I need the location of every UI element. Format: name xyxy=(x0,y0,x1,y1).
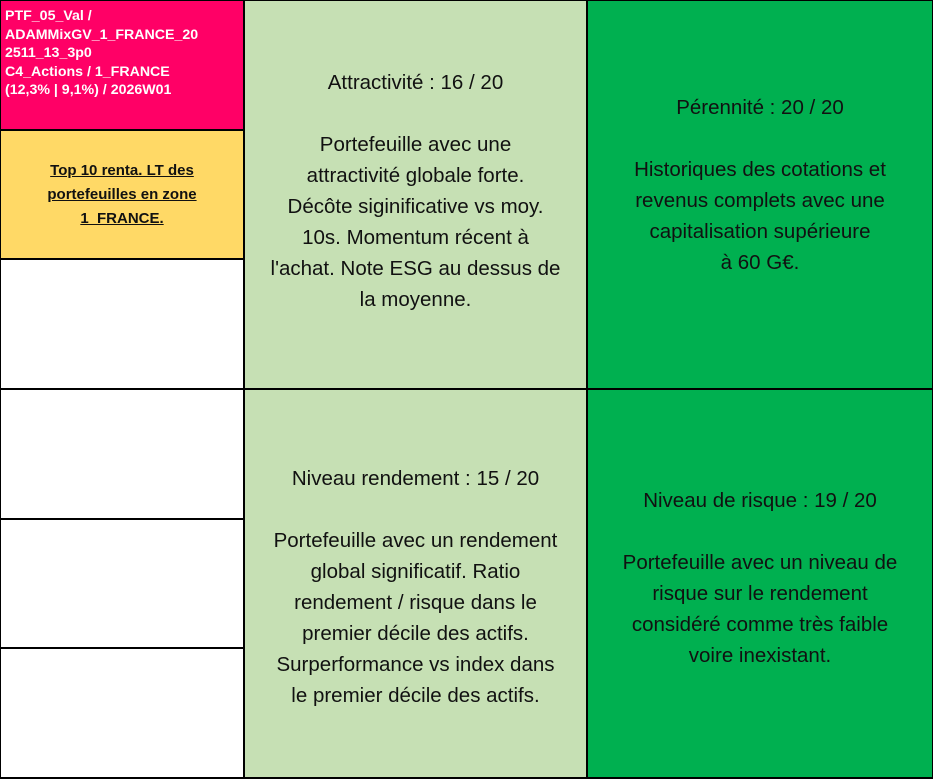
rendement-title: Niveau rendement : 15 / 20 xyxy=(291,466,540,490)
perennite-cell[interactable] xyxy=(588,1,932,388)
risque-text-line: Portefeuille avec un niveau de xyxy=(622,550,898,574)
attractivite-title: Attractivité : 16 / 20 xyxy=(327,70,504,94)
rendement-text-line: le premier décile des actifs. xyxy=(291,683,540,707)
top10-line: Top 10 renta. LT des xyxy=(50,161,194,179)
header-line: C4_Actions / 1_FRANCE xyxy=(5,63,170,80)
top10-line: portefeuilles en zone xyxy=(47,185,197,203)
header-line: PTF_05_Val / xyxy=(5,8,92,24)
header-line: ADAMMixGV_1_FRANCE_20 xyxy=(5,26,199,43)
risque-text-line: voire inexistant. xyxy=(688,643,832,667)
rendement-text-line: Portefeuille avec un rendement xyxy=(273,528,558,552)
attractivite-text-line: 10s. Momentum récent à xyxy=(302,225,529,249)
empty-cell[interactable] xyxy=(1,260,243,388)
portfolio-header-cell[interactable] xyxy=(1,1,243,129)
rendement-text-line: global significatif. Ratio xyxy=(310,559,521,583)
empty-cell[interactable] xyxy=(1,390,243,518)
attractivite-text-line: l'achat. Note ESG au dessus de xyxy=(270,256,561,280)
rendement-text-line: rendement / risque dans le xyxy=(294,590,537,614)
attractivite-cell[interactable] xyxy=(245,1,586,388)
header-line: (12,3% | 9,1%) / 2026W01 xyxy=(5,82,172,99)
risque-cell[interactable] xyxy=(588,390,932,777)
attractivite-text-line: attractivité globale forte. xyxy=(306,163,525,187)
empty-cell[interactable] xyxy=(1,649,243,777)
perennite-title: Pérennité : 20 / 20 xyxy=(676,95,844,119)
attractivite-text-line: la moyenne. xyxy=(359,287,472,311)
header-line: 2511_13_3p0 xyxy=(5,45,92,62)
risque-title: Niveau de risque : 19 / 20 xyxy=(643,488,877,512)
rendement-text-line: Surperformance vs index dans xyxy=(276,652,555,676)
rendement-cell[interactable] xyxy=(245,390,586,777)
risque-text-line: considéré comme très faible xyxy=(631,612,889,636)
attractivite-text-line: Décôte siginificative vs moy. xyxy=(287,194,544,218)
top10-line: 1_FRANCE. xyxy=(80,209,164,227)
perennite-text-line: Historiques des cotations et xyxy=(634,157,886,181)
empty-cell[interactable] xyxy=(1,520,243,647)
perennite-text-line: capitalisation supérieure xyxy=(649,219,871,243)
top10-cell[interactable] xyxy=(1,131,243,258)
rendement-text-line: premier décile des actifs. xyxy=(302,621,529,645)
perennite-text-line: revenus complets avec une xyxy=(635,188,885,212)
risque-text-line: risque sur le rendement xyxy=(652,581,868,605)
attractivite-text-line: Portefeuille avec une xyxy=(319,132,512,156)
perennite-text-line: à 60 G€. xyxy=(720,250,800,274)
